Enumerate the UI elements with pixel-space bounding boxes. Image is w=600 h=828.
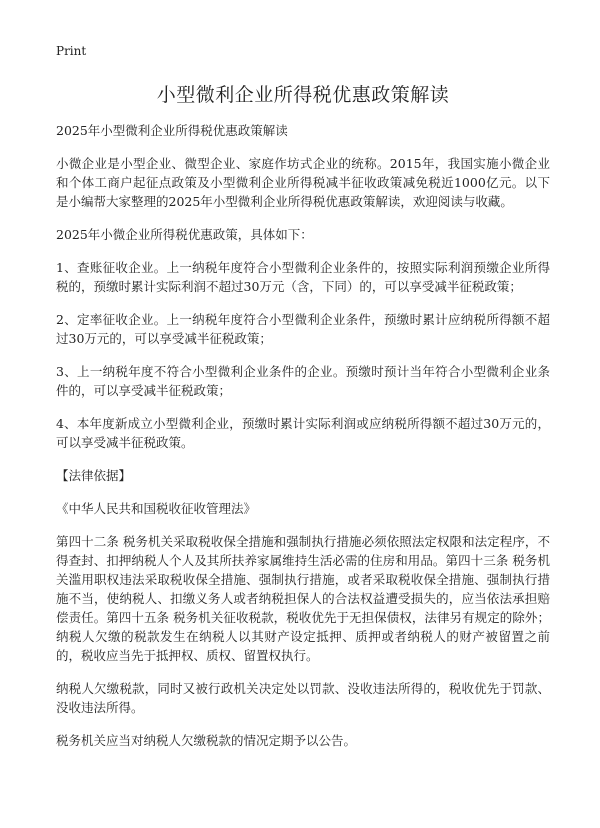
- article-body: [56, 121, 550, 764]
- policy-heading: 2025年小微企业所得税优惠政策，具体如下：: [56, 227, 313, 242]
- law-articles-paragraph: 第四十二条 税务机关采取税收保全措施和强制执行措施必须依照法定权限和法定程序，不得查封、扣押纳税人个人及其所扶养家属维持生活必需的住房和用品。第四十三条 税务机关滥用职权违法采取税收保全措施、强制执行措施，或者采取税收保全措施、强制执行措施不当，使纳税人、扣缴义务人或者纳税担保人的合法权益遭受损失的，应当依法承担赔偿责任。第四十五条 税务机关征收税款，税收优先于无担保债权，法律另有规定的除外；纳税人欠缴的税款发生在纳税人以其财产设定抵押、质押或者纳税人的财产被留置之前的，税收应当先于抵押权、质权、留置权执行。: [56, 534, 550, 663]
- print-link[interactable]: Print: [56, 44, 87, 58]
- policy-item: 4、本年度新成立小型微利企业，预缴时累计实际利润或应纳税所得额不超过30万元的，可以享受减半征税政策。: [56, 416, 550, 450]
- policy-item: 2、定率征收企业。上一纳税年度符合小型微利企业条件，预缴时累计应纳税所得额不超过30万元的，可以享受减半征税政策；: [56, 312, 550, 346]
- legal-basis-heading: 【法律依据】: [56, 468, 132, 483]
- fines-paragraph: 纳税人欠缴税款，同时又被行政机关决定处以罚款、没收违法所得的，税收优先于罚款、没收违法所得。: [56, 681, 550, 715]
- policy-item: 3、上一纳税年度不符合小型微利企业条件的企业。预缴时预计当年符合小型微利企业条件的，可以享受减半征税政策；: [56, 364, 550, 398]
- policy-item: 1、查账征收企业。上一纳税年度符合小型微利企业条件的，按照实际利润预缴企业所得税的，预缴时累计实际利润不超过30万元（含，下同）的，可以享受减半征税政策；: [56, 260, 550, 294]
- announcement-paragraph: 税务机关应当对纳税人欠缴税款的情况定期予以公告。: [56, 733, 357, 748]
- article-subtitle: 2025年小型微利企业所得税优惠政策解读: [56, 123, 288, 138]
- law-name: 《中华人民共和国税收征收管理法》: [56, 501, 257, 516]
- intro-paragraph: 小微企业是小型企业、微型企业、家庭作坊式企业的统称。2015年，我国实施小微企业和个体工商户起征点政策及小型微利企业所得税减半征收政策减免税近1000亿元。以下是小编帮大家整理的2025年小型微利企业所得税优惠政策解读，欢迎阅读与收藏。: [56, 156, 550, 209]
- page-title: 小型微利企业所得税优惠政策解读: [156, 84, 450, 106]
